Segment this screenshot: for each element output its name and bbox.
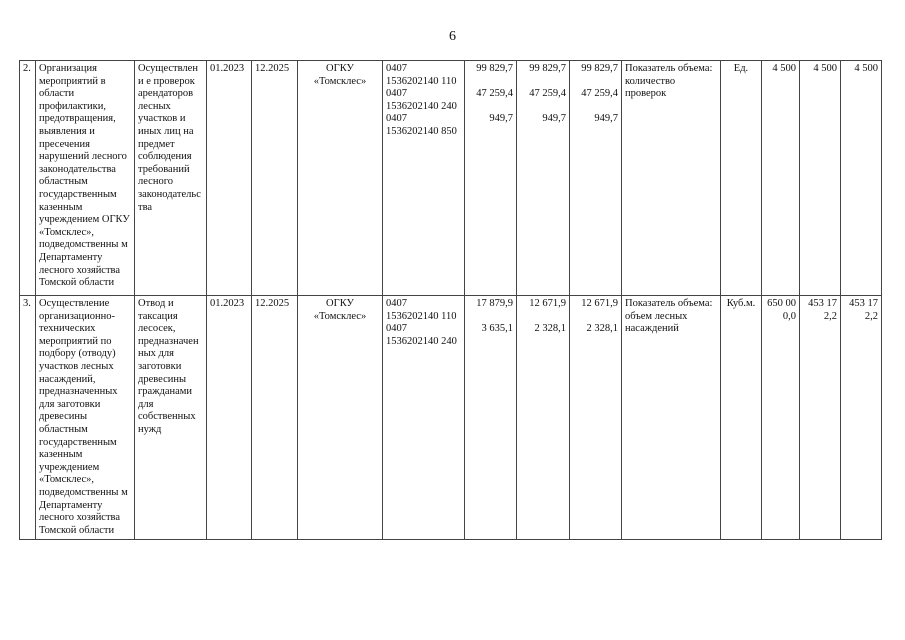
page-number: 6 xyxy=(449,29,456,44)
amount-value: 99 829,7 xyxy=(529,63,566,74)
amount-column-1 xyxy=(465,296,517,540)
indicator-value-2: 4 500 xyxy=(800,61,841,296)
table-row xyxy=(20,296,882,540)
amount-column-3 xyxy=(570,61,622,296)
budget-code: 1536202140 110 xyxy=(386,310,457,322)
action-description: Отвод и таксация лесосек, предназначен ных для заготовки древесины гражданами для собственных нужд xyxy=(135,296,207,540)
executor: ОГКУ «Томсклес» xyxy=(298,61,383,296)
amount-value: 2 328,1 xyxy=(534,323,566,335)
indicator: Показатель объема: объем лесных насаждений xyxy=(622,296,721,540)
amount-value: 47 259,4 xyxy=(476,88,513,100)
amount-value: 47 259,4 xyxy=(529,88,566,100)
amount-column-2 xyxy=(517,61,570,296)
amount-column-3 xyxy=(570,296,622,540)
executor: ОГКУ «Томсклес» xyxy=(298,296,383,540)
amount-value: 99 829,7 xyxy=(581,63,618,74)
action-description: Осуществлени е проверок арендаторов лесных участков и иных лиц на предмет соблюдения требований лесного законодательс тва xyxy=(135,61,207,296)
amount-value: 2 328,1 xyxy=(586,323,618,335)
event-name: Осуществление организационно-технических мероприятий по подбору (отводу) участков лесных насаждений, предназначенных для заготовки древесины областным государственным казенным учреждением «Томсклес», подведомственны м Департаменту лесного хозяйства Томской области xyxy=(36,296,135,540)
budget-code: 1536202140 850 xyxy=(386,125,457,137)
amount-value: 47 259,4 xyxy=(581,88,618,100)
budget-code: 0407 xyxy=(386,88,407,100)
row-number: 3. xyxy=(20,296,36,540)
end-date: 12.2025 xyxy=(252,296,298,540)
budget-code: 0407 xyxy=(386,323,407,335)
budget-codes xyxy=(383,61,465,296)
amount-column-1 xyxy=(465,61,517,296)
indicator-value-3: 4 500 xyxy=(841,61,882,296)
start-date: 01.2023 xyxy=(207,61,252,296)
budget-code: 1536202140 240 xyxy=(386,335,457,347)
table-row xyxy=(20,61,882,296)
amount-column-2 xyxy=(517,296,570,540)
indicator-value-2: 453 17 2,2 xyxy=(800,296,841,540)
row-number: 2. xyxy=(20,61,36,296)
indicator-value-3: 453 17 2,2 xyxy=(841,296,882,540)
unit: Куб.м. xyxy=(721,296,762,540)
amount-value: 17 879,9 xyxy=(476,298,513,309)
indicator: Показатель объема: количество проверок xyxy=(622,61,721,296)
budget-codes xyxy=(383,296,465,540)
budget-code: 0407 xyxy=(386,63,407,74)
budget-code: 0407 xyxy=(386,113,407,125)
program-table xyxy=(19,60,882,540)
unit: Ед. xyxy=(721,61,762,296)
amount-value: 949,7 xyxy=(594,113,618,125)
indicator-value-1: 650 00 0,0 xyxy=(762,296,800,540)
indicator-value-1: 4 500 xyxy=(762,61,800,296)
amount-value: 99 829,7 xyxy=(476,63,513,74)
amount-value: 949,7 xyxy=(542,113,566,125)
amount-value: 12 671,9 xyxy=(581,298,618,309)
budget-code: 1536202140 240 xyxy=(386,100,457,112)
amount-value: 949,7 xyxy=(489,113,513,125)
amount-value: 3 635,1 xyxy=(481,323,513,335)
amount-value: 12 671,9 xyxy=(529,298,566,309)
budget-code: 1536202140 110 xyxy=(386,75,457,87)
start-date: 01.2023 xyxy=(207,296,252,540)
budget-code: 0407 xyxy=(386,298,407,309)
end-date: 12.2025 xyxy=(252,61,298,296)
event-name: Организация мероприятий в области профилактики, предотвращения, выявления и пресечения нарушений лесного законодательства областным государственным казенным учреждением ОГКУ «Томсклес», подведомственны м Департаменту лесного хозяйства Томской области xyxy=(36,61,135,296)
